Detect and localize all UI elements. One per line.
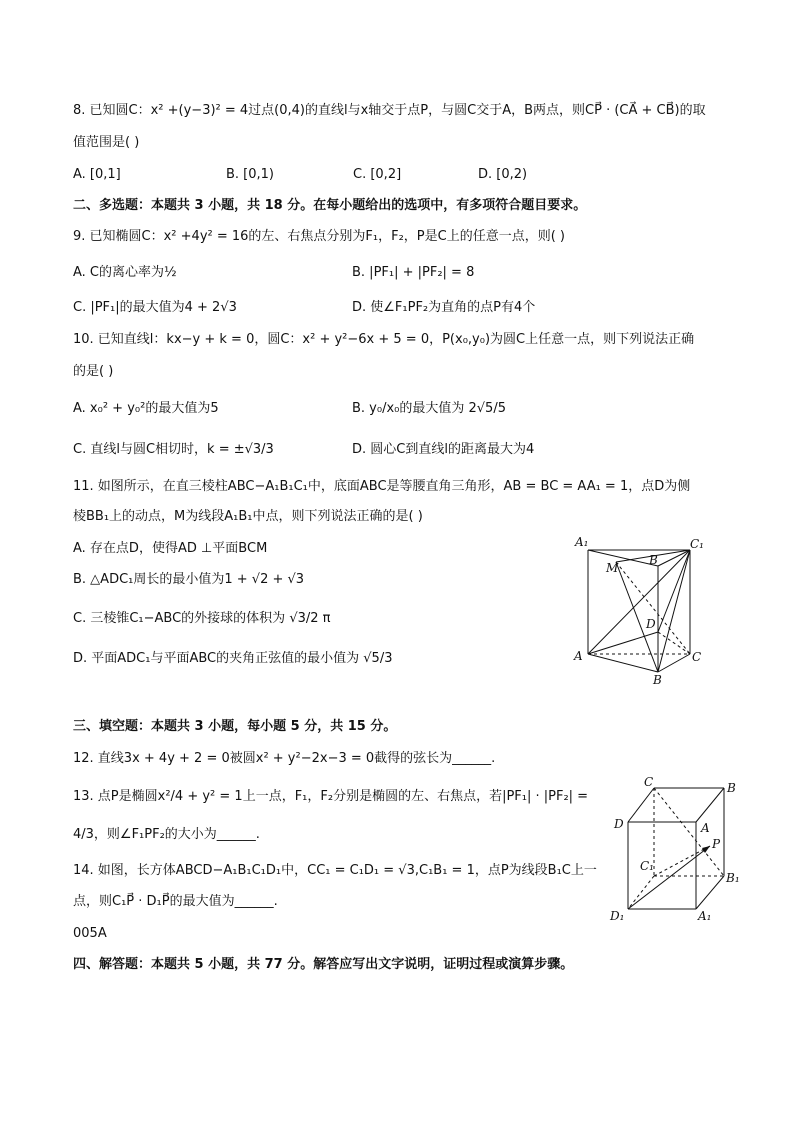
vector-c1-p — [654, 846, 710, 876]
label-b1: B₁ — [726, 871, 740, 885]
q10-option-a: A. x₀² + y₀²的最大值为5 — [73, 401, 219, 416]
edge-b-c — [658, 654, 690, 672]
q11-stem-line2: 棱BB₁上的动点，M为线段A₁B₁中点，则下列说法正确的是( ) — [73, 509, 423, 524]
q11-stem-line1: 11. 如图所示，在直三棱柱ABC−A₁B₁C₁中，底面ABC是等腰直角三角形，AB = BC = AA₁ = 1，点D为侧 — [73, 479, 691, 494]
prism-figure — [570, 534, 710, 686]
q14-stem-line2: 点，则C₁P⃗ · D₁P⃗的最大值为______. — [73, 894, 278, 909]
label-d: D — [646, 617, 656, 631]
q8-stem-line2: 值范围是( ) — [73, 135, 140, 150]
exam-code: 005A — [73, 926, 107, 941]
label-a: A — [574, 649, 583, 663]
label-c1: C₁ — [640, 859, 654, 873]
hidden-line-m-c — [616, 562, 690, 654]
edge-d-c — [628, 788, 654, 822]
q11-option-b: B. △ADC₁周长的最小值为1 + √2 + √3 — [73, 572, 305, 587]
q11-option-d: D. 平面ADC₁与平面ABC的夹角正弦值的最小值为 √5/3 — [73, 651, 393, 666]
section2-heading: 二、多选题：本题共 3 小题，共 18 分。在每小题给出的选项中，有多项符合题目要求。 — [73, 198, 587, 213]
label-b: B — [727, 781, 736, 795]
label-b-top: B — [649, 553, 658, 567]
label-d: D — [614, 817, 624, 831]
q9-option-d: D. 使∠F₁PF₂为直角的点P有4个 — [352, 300, 536, 315]
q10-stem-line2: 的是( ) — [73, 364, 114, 379]
label-a1: A₁ — [575, 535, 589, 549]
q8-option-b: B. [0,1) — [226, 167, 275, 182]
edge-a1-b1 — [696, 876, 724, 909]
label-a1: A₁ — [698, 909, 712, 923]
q9-option-a: A. C的离心率为½ — [73, 265, 177, 280]
cuboid-figure — [606, 774, 746, 928]
q10-option-c: C. 直线l与圆C相切时，k = ±√3/3 — [73, 442, 274, 457]
q10-option-b: B. y₀/x₀的最大值为 2√5/5 — [352, 401, 506, 416]
q9-option-b: B. |PF₁| + |PF₂| = 8 — [352, 265, 475, 280]
label-a: A — [701, 821, 710, 835]
q8-stem-line1: 8. 已知圆C：x² +(y−3)² = 4过点(0,4)的直线l与x轴交于点P，与圆C交于A，B两点，则CP⃗ · (CA⃗ + CB⃗)的取 — [73, 103, 706, 118]
q8-option-a: A. [0,1] — [73, 167, 121, 182]
section4-heading: 四、解答题：本题共 5 小题，共 77 分。解答应写出文字说明，证明过程或演算步骤。 — [73, 957, 574, 972]
label-c: C — [692, 650, 702, 664]
q13-stem-line2: 4/3，则∠F₁PF₂的大小为______. — [73, 827, 260, 842]
q13-stem-line1: 13. 点P是椭圆x²/4 + y² = 1上一点，F₁，F₂分别是椭圆的左、右焦点，若|PF₁| · |PF₂| = — [73, 789, 589, 804]
label-c1: C₁ — [690, 537, 704, 551]
section3-heading: 三、填空题：本题共 3 小题，每小题 5 分，共 15 分。 — [73, 719, 397, 734]
q9-option-c: C. |PF₁|的最大值为4 + 2√3 — [73, 300, 237, 315]
edge-a1-b1 — [588, 550, 658, 566]
edge-a-b — [588, 654, 658, 672]
q8-option-d: D. [0,2) — [478, 167, 528, 182]
label-m: M — [606, 561, 619, 575]
vector-d1-p — [628, 846, 710, 909]
q11-option-c: C. 三棱锥C₁−ABC的外接球的体积为 √3/2 π — [73, 611, 331, 626]
label-d1: D₁ — [610, 909, 625, 923]
label-c: C — [644, 775, 654, 789]
q9-stem: 9. 已知椭圆C：x² +4y² = 16的左、右焦点分别为F₁，F₂，P是C上的任意一点，则( ) — [73, 229, 565, 244]
q8-option-c: C. [0,2] — [353, 167, 402, 182]
hidden-line-d-c — [658, 632, 690, 654]
label-b-bottom: B — [653, 673, 662, 686]
q10-stem-line1: 10. 已知直线l：kx−y + k = 0，圆C：x² + y²−6x + 5 = 0，P(x₀,y₀)为圆C上任意一点，则下列说法正确 — [73, 332, 695, 347]
q14-stem-line1: 14. 如图，长方体ABCD−A₁B₁C₁D₁中，CC₁ = C₁D₁ = √3,C₁B₁ = 1，点P为线段B₁C上一 — [73, 863, 597, 878]
edge-a-b — [696, 788, 724, 822]
q12-stem: 12. 直线3x + 4y + 2 = 0被圆x² + y²−2x−3 = 0截得的弦长为______. — [73, 751, 496, 766]
label-p: P — [712, 837, 721, 851]
q10-option-d: D. 圆心C到直线l的距离最大为4 — [352, 442, 535, 457]
q11-option-a: A. 存在点D，使得AD ⊥平面BCM — [73, 541, 268, 556]
